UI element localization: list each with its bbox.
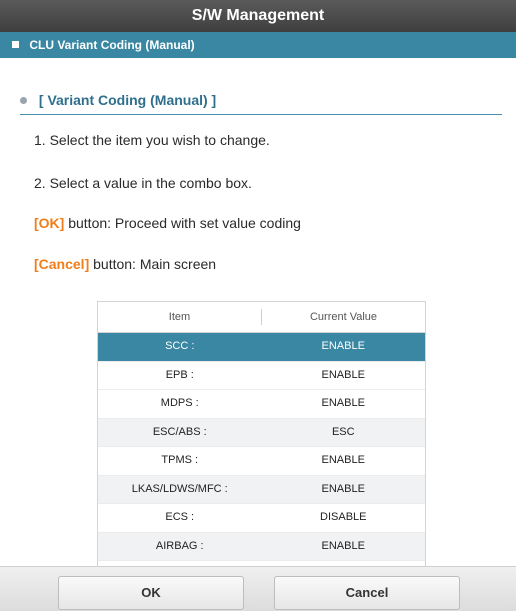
subheader-bar — [0, 32, 516, 58]
row-value: ENABLE — [321, 368, 365, 381]
row-item: LKAS/LDWS/MFC : — [131, 482, 228, 495]
column-header-item: Item — [98, 309, 262, 325]
row-value: ENABLE — [321, 539, 365, 552]
table-row[interactable] — [98, 447, 425, 476]
table-row[interactable] — [98, 504, 425, 533]
instruction-step-2: 2. Select a value in the combo box. — [34, 175, 252, 191]
column-header-current-value: Current Value — [309, 311, 378, 323]
square-icon — [12, 41, 19, 48]
table-row[interactable] — [98, 390, 425, 419]
window-title: S/W Management — [0, 0, 516, 32]
section-title: [ Variant Coding (Manual) ] — [38, 92, 217, 108]
row-item: SCC : — [165, 340, 195, 352]
table-header — [98, 302, 425, 333]
cancel-description: button: Main screen — [89, 256, 217, 272]
subheader-title: CLU Variant Coding (Manual) — [29, 38, 195, 52]
ok-keyword: [OK] — [34, 215, 65, 231]
row-value: ESC — [331, 425, 355, 438]
row-item: TPMS : — [161, 454, 199, 466]
main-content — [0, 58, 516, 566]
bullet-icon — [20, 97, 27, 104]
row-item: ESC/ABS : — [152, 425, 207, 438]
row-value: ENABLE — [321, 340, 365, 352]
section-heading — [20, 92, 502, 115]
row-item: AIRBAG : — [155, 539, 204, 552]
instruction-step-1: 1. Select the item you wish to change. — [34, 132, 270, 148]
row-value: ENABLE — [321, 482, 365, 495]
table-row[interactable] — [98, 476, 425, 505]
row-value: ENABLE — [321, 454, 365, 466]
cancel-keyword: [Cancel] — [34, 256, 90, 272]
row-item: ECS : — [165, 511, 195, 523]
table-row[interactable] — [98, 362, 425, 391]
row-value: DISABLE — [320, 511, 367, 523]
table-row[interactable] — [98, 419, 425, 448]
cancel-button[interactable]: Cancel — [274, 576, 460, 610]
variant-table — [97, 301, 426, 569]
instruction-cancel — [34, 256, 216, 272]
table-row[interactable] — [98, 533, 425, 562]
row-value: ENABLE — [321, 397, 365, 409]
ok-button[interactable]: OK — [58, 576, 244, 610]
ok-description: button: Proceed with set value coding — [64, 215, 301, 231]
row-item: EPB : — [165, 368, 194, 381]
table-row[interactable] — [98, 333, 425, 362]
row-item: MDPS : — [160, 397, 199, 409]
button-bar — [0, 566, 516, 611]
instruction-ok — [34, 215, 301, 231]
